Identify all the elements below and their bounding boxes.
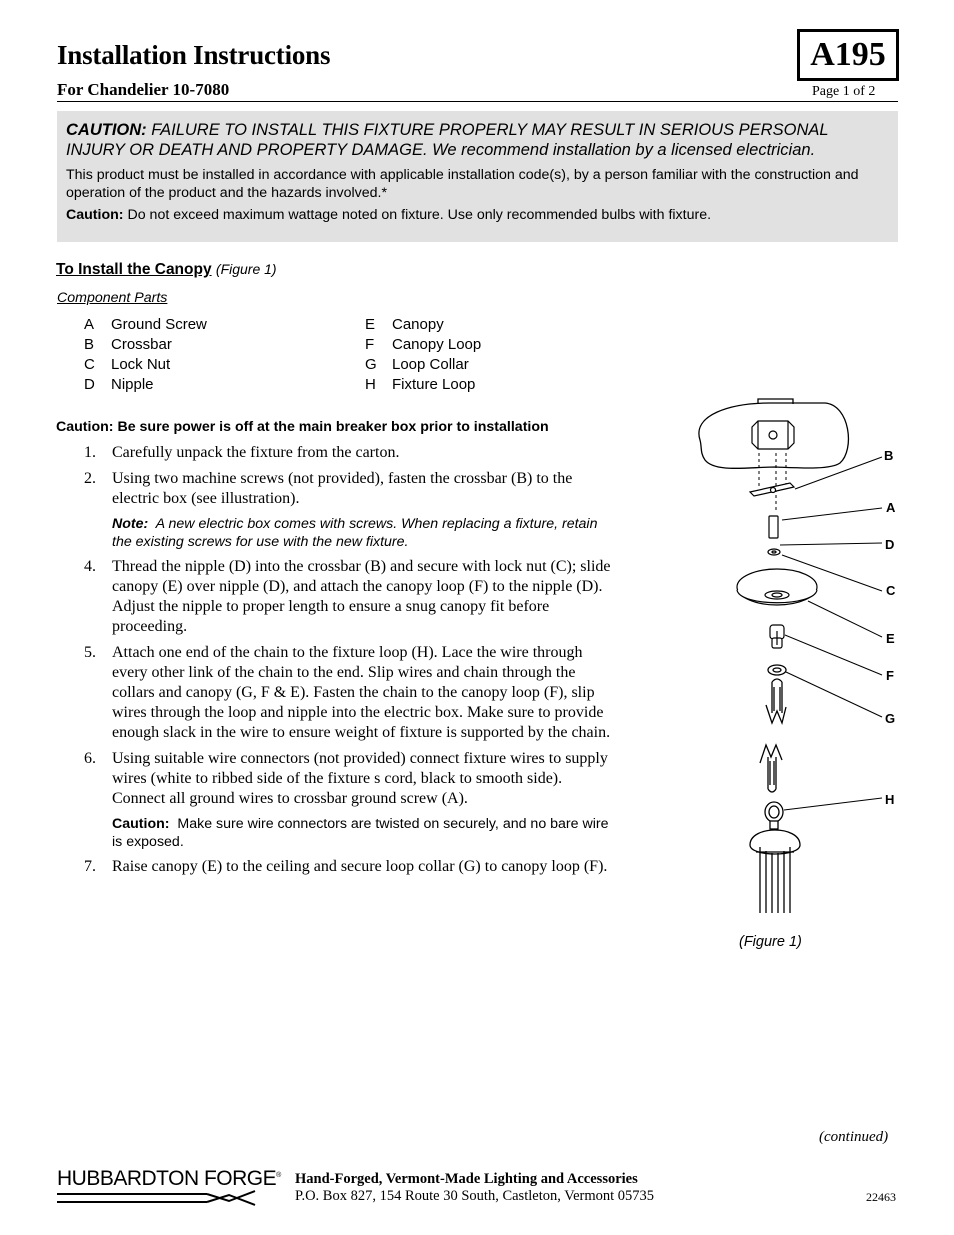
step-number: 5.	[84, 644, 96, 661]
step-text: Thread the nipple (D) into the crossbar (B) and secure with lock nut (C); slide canopy (E) over nipple (D), and attach the canopy loop (F) to the nipple (D). Adjust the nipple to proper length to ensure a snug canopy fit before proceeding.	[112, 558, 611, 635]
caution-main	[66, 120, 889, 160]
chain-top	[766, 679, 786, 723]
label-g: G	[885, 711, 896, 726]
nipple	[769, 516, 778, 538]
page-title: Installation Instructions	[57, 40, 331, 70]
component-letter: C	[84, 356, 95, 373]
label-e: E	[886, 631, 895, 646]
component-name: Nipple	[111, 376, 154, 393]
component-name: Lock Nut	[111, 356, 171, 373]
step-item	[84, 443, 619, 463]
step-number: 4.	[84, 558, 96, 575]
component-letter: F	[365, 336, 375, 353]
power-warning: Caution: Be sure power is off at the main breaker box prior to installation	[56, 419, 549, 435]
component-name: Ground Screw	[111, 316, 207, 333]
step-item	[84, 557, 619, 637]
component-letter: B	[84, 336, 95, 353]
step-text: Using two machine screws (not provided), fasten the crossbar (B) to the electric box (see illustration).	[112, 470, 573, 507]
caution-main-text: FAILURE TO INSTALL THIS FIXTURE PROPERLY MAY RESULT IN SERIOUS PERSONAL INJURY OR DEATH AND PROPERTY DAMAGE. We recommend installation by a licensed electrician.	[66, 121, 829, 159]
component-name: Loop Collar	[392, 356, 469, 373]
ceiling-outline	[699, 399, 849, 468]
label-f: F	[886, 668, 894, 683]
component-name: Fixture Loop	[392, 376, 476, 393]
doc-code-box	[797, 29, 899, 81]
note-lead: Note:	[112, 516, 149, 532]
step-caution	[112, 815, 619, 851]
component-letter: D	[84, 376, 95, 393]
leader-lines	[780, 457, 882, 810]
component-name: Crossbar	[111, 336, 172, 353]
caution-lead: CAUTION:	[66, 121, 147, 139]
component-name: Canopy Loop	[392, 336, 482, 353]
page-number: Page 1 of 2	[812, 84, 876, 99]
step-number: 1.	[84, 444, 96, 461]
header-rule	[57, 101, 898, 102]
brand-tongs-icon	[57, 1189, 257, 1209]
component-letter: G	[365, 356, 377, 373]
brand-logo	[57, 1167, 281, 1191]
note-text: A new electric box comes with screws. When replacing a fixture, retain the existing screws for use with the new fixture.	[112, 516, 598, 550]
crossbar	[750, 483, 794, 496]
step-text: Using suitable wire connectors (not provided) connect fixture wires to supply wires (white to ribbed side of the fixture s cord, black to smooth side). Connect all ground wires to crossbar ground screw (A).	[112, 750, 608, 807]
caution-wattage	[66, 206, 889, 224]
brand-mark: ®	[276, 1172, 281, 1179]
document-number: 22463	[866, 1190, 896, 1204]
exploded-diagram	[690, 395, 910, 920]
label-c: C	[886, 583, 896, 598]
doc-code: A195	[810, 36, 886, 73]
continued-note: (continued)	[819, 1129, 889, 1145]
component-letter: E	[365, 316, 376, 333]
section-title-text: To Install the Canopy	[56, 261, 212, 278]
step-item	[84, 857, 619, 877]
company-tagline: Hand-Forged, Vermont-Made Lighting and Accessories	[295, 1171, 638, 1187]
component-heading: Component Parts	[57, 290, 168, 306]
note-text: Make sure wire connectors are twisted on securely, and no bare wire is exposed.	[112, 816, 609, 850]
step-text: Raise canopy (E) to the ceiling and secure loop collar (G) to canopy loop (F).	[112, 858, 608, 875]
fixture-loop	[765, 802, 783, 829]
step-number: 7.	[84, 858, 96, 875]
electric-box	[752, 421, 794, 449]
wattage-lead: Caution:	[66, 207, 124, 223]
label-b: B	[884, 448, 894, 463]
section-figure-ref: (Figure 1)	[215, 261, 277, 277]
loop-collar	[768, 665, 786, 675]
fixture-body	[750, 830, 800, 913]
section-title	[56, 261, 277, 279]
label-a: A	[886, 500, 896, 515]
note-lead: Caution:	[112, 816, 170, 832]
canopy-loop	[770, 625, 784, 648]
page-subtitle: For Chandelier 10-7080	[57, 80, 230, 99]
component-letter: H	[365, 376, 376, 393]
lock-nut	[768, 549, 780, 555]
figure-caption: (Figure 1)	[739, 934, 802, 950]
step-item	[84, 643, 619, 743]
step-item	[84, 469, 619, 551]
step-number: 2.	[84, 470, 96, 487]
component-letter: A	[84, 316, 95, 333]
wattage-text: Do not exceed maximum wattage noted on fixture. Use only recommended bulbs with fixture.	[127, 207, 712, 223]
label-h: H	[885, 792, 895, 807]
caution-code-text: This product must be installed in accordance with applicable installation code(s), by a person familiar with the construction and operation of the product and the hazards involved.*	[66, 167, 859, 201]
step-text: Carefully unpack the fixture from the carton.	[112, 444, 400, 461]
step-note	[112, 515, 619, 551]
step-list	[84, 443, 619, 883]
chain-bottom	[760, 745, 782, 792]
label-d: D	[885, 537, 895, 552]
company-address: P.O. Box 827, 154 Route 30 South, Castleton, Vermont 05735	[295, 1188, 655, 1204]
step-item	[84, 749, 619, 851]
component-name: Canopy	[392, 316, 444, 333]
caution-box	[57, 111, 898, 242]
step-number: 6.	[84, 750, 96, 767]
diagram-labels	[884, 448, 896, 807]
brand-name: HUBBARDTON FORGE	[57, 1167, 277, 1190]
canopy	[737, 569, 817, 605]
screw-guides	[759, 453, 786, 510]
step-text: Attach one end of the chain to the fixture loop (H). Lace the wire through every other link of the chain to the end. Slip wires and chain through the collars and canopy (G, F & E). Fasten the chain to the canopy loop (F), slip wires through the loop and nipple into the electric box. Make sure to provide enough slack in the wire to ensure weight of fixture is supported by the chain.	[112, 644, 611, 741]
